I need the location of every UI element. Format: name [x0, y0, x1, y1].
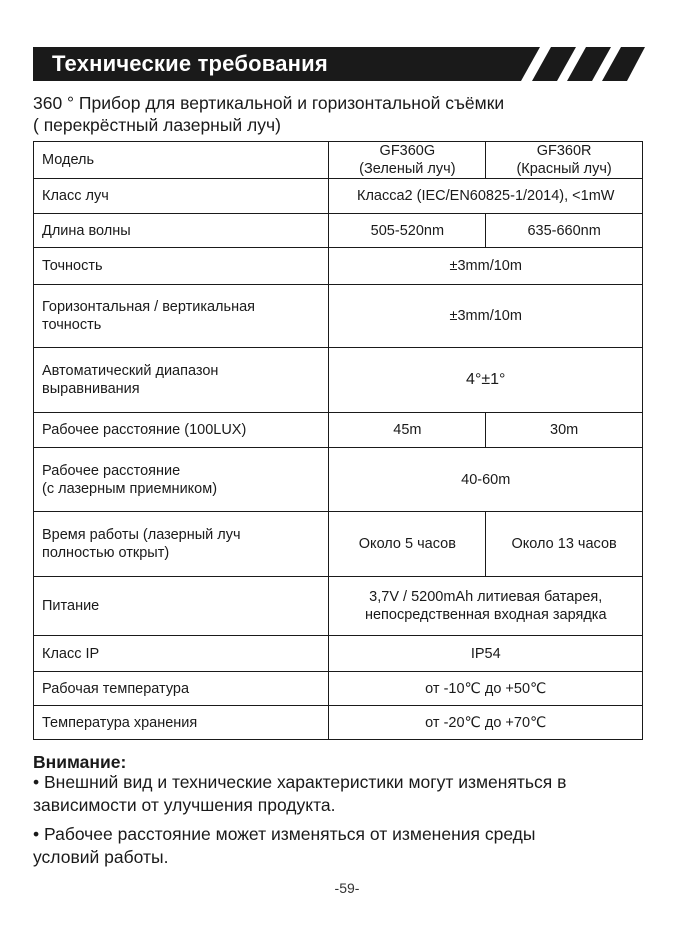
row-label: Длина волны: [34, 214, 329, 248]
note-item: [33, 771, 658, 817]
table-row-ip-class: [34, 636, 643, 672]
model-red-cell: [486, 142, 643, 179]
row-label-line: выравнивания: [42, 381, 140, 397]
row-label-line: полностью открыт): [42, 545, 170, 561]
note-line: зависимости от улучшения продукта.: [33, 795, 336, 815]
row-value: 40-60m: [329, 448, 643, 512]
row-value: [329, 577, 643, 636]
table-row-operating-temp: [34, 672, 643, 706]
page-number: -59-: [334, 880, 360, 896]
row-value-green: Около 5 часов: [329, 512, 486, 577]
row-value: Класса2 (IEC/EN60825-1/2014), <1mW: [329, 179, 643, 214]
row-label: Питание: [34, 577, 329, 636]
model-green-beam: (Зеленый луч): [359, 161, 456, 177]
row-label-line: (с лазерным приемником): [42, 480, 218, 497]
row-label-line: Рабочее расстояние: [42, 462, 181, 479]
table-row-power: [34, 577, 643, 636]
table-row-laser-class: [34, 179, 643, 214]
model-red-beam: (Красный луч): [516, 161, 612, 177]
table-row-hv-accuracy: [34, 285, 643, 348]
note-line: условий работы.: [33, 847, 169, 867]
row-value: ±3mm/10m: [329, 285, 643, 348]
row-value-line: непосредственная входная зарядка: [364, 607, 607, 623]
row-value: 4°±1°: [329, 348, 643, 413]
note-line: • Внешний вид и технические характеристики могут изменяться в: [33, 772, 567, 792]
row-value: ±3mm/10m: [329, 248, 643, 285]
model-green-cell: [329, 142, 486, 179]
table-row-accuracy: [34, 248, 643, 285]
table-row-range-receiver: [34, 448, 643, 512]
table-row-self-leveling: [34, 348, 643, 413]
row-value-red: 30m: [486, 413, 643, 448]
row-value: от -20℃ до +70℃: [329, 706, 643, 740]
row-label: [34, 285, 329, 348]
note-line: • Рабочее расстояние может изменяться от изменения среды: [33, 824, 536, 844]
intro-text: [33, 92, 653, 136]
row-value-green: 45m: [329, 413, 486, 448]
row-label: Рабочее расстояние (100LUX): [34, 413, 329, 448]
page-title: Технические требования: [52, 51, 328, 76]
notes-heading: Внимание:: [33, 752, 127, 772]
row-label-line: Горизонтальная / вертикальная: [42, 299, 255, 315]
row-value-red: 635-660nm: [486, 214, 643, 248]
row-value-line: 3,7V / 5200mAh литиевая батарея,: [369, 589, 603, 605]
row-label: Модель: [34, 142, 329, 179]
model-red-name: GF360R: [536, 143, 592, 159]
table-row-storage-temp: [34, 706, 643, 740]
row-value-green: 505-520nm: [329, 214, 486, 248]
row-label: [34, 512, 329, 577]
table-row-model: [34, 142, 643, 179]
table-row-operating-time: [34, 512, 643, 577]
row-label: [34, 448, 329, 512]
row-label-line: Время работы (лазерный луч: [42, 527, 241, 543]
row-label-line: Автоматический диапазон: [42, 363, 219, 379]
row-label-line: точность: [42, 317, 102, 333]
table-row-working-range: [34, 413, 643, 448]
intro-line-2: ( перекрёстный лазерный луч): [33, 115, 281, 135]
intro-line-1: 360 ° Прибор для вертикальной и горизонтальной съёмки: [33, 93, 505, 113]
row-value-red: Около 13 часов: [486, 512, 643, 577]
row-label: Рабочая температура: [34, 672, 329, 706]
note-item: [33, 823, 658, 869]
row-label: [34, 348, 329, 413]
table-row-wavelength: [34, 214, 643, 248]
row-value: IP54: [329, 636, 643, 672]
row-value: от -10℃ до +50℃: [329, 672, 643, 706]
row-label: Класс луч: [34, 179, 329, 214]
section-header-banner: [33, 47, 645, 81]
specifications-table: [33, 141, 643, 740]
row-label: Температура хранения: [34, 706, 329, 740]
model-green-name: GF360G: [379, 143, 436, 159]
row-label: Класс IP: [34, 636, 329, 672]
row-label: Точность: [34, 248, 329, 285]
